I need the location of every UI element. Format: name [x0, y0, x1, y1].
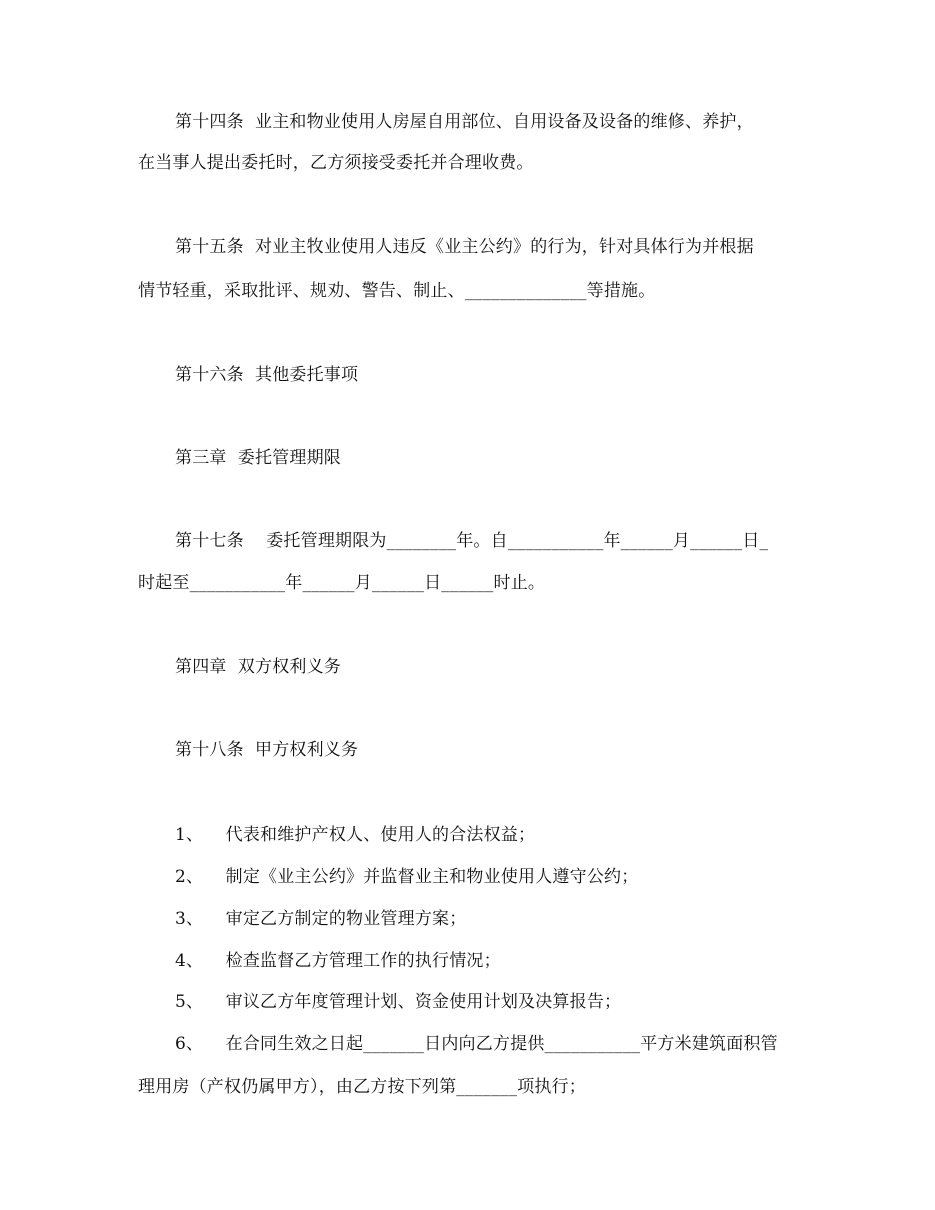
article-15-line-1: 第十五条 对业主牧业使用人违反《业主公约》的行为，针对具体行为并根据	[175, 237, 754, 257]
article-15-line-2-prefix: 情节轻重，采取批评、规劝、警告、制止、	[138, 281, 465, 301]
article-15-line-2-suffix: 等措施。	[586, 281, 656, 301]
list-item: 1、 代表和维护产权人、使用人的合法权益；	[175, 825, 536, 845]
list-item: 6、 在合同生效之日起_______日内向乙方提供___________平方米建筑面积管	[175, 1034, 778, 1054]
article-14-line-2: 在当事人提出委托时，乙方须接受委托并合理收费。	[138, 153, 534, 173]
article-14-line-1: 第十四条 业主和物业使用人房屋自用部位、自用设备及设备的维修、养护，	[175, 112, 754, 132]
list-item: 4、 检查监督乙方管理工作的执行情况；	[175, 951, 501, 971]
chapter-4-heading: 第四章 双方权利义务	[175, 657, 342, 677]
article-15-line-2	[138, 280, 655, 302]
list-item: 2、 制定《业主公约》并监督业主和物业使用人遵守公约；	[175, 867, 639, 887]
chapter-3-heading: 第三章 委托管理期限	[175, 448, 342, 468]
list-item: 3、 审定乙方制定的物业管理方案；	[175, 909, 467, 929]
article-17-line-2: 时起至___________年______月______日______时止。	[138, 573, 546, 593]
list-item-continuation: 理用房（产权仍属甲方），由乙方按下列第_______项执行；	[138, 1077, 586, 1097]
article-15-blank: ______________	[464, 281, 587, 301]
article-18-heading: 第十八条 甲方权利义务	[175, 740, 359, 760]
article-16-heading: 第十六条 其他委托事项	[175, 365, 359, 385]
list-item: 5、 审议乙方年度管理计划、资金使用计划及决算报告；	[175, 992, 622, 1012]
article-17-line-1: 第十七条 委托管理期限为________年。自___________年______月______日_	[175, 531, 769, 551]
